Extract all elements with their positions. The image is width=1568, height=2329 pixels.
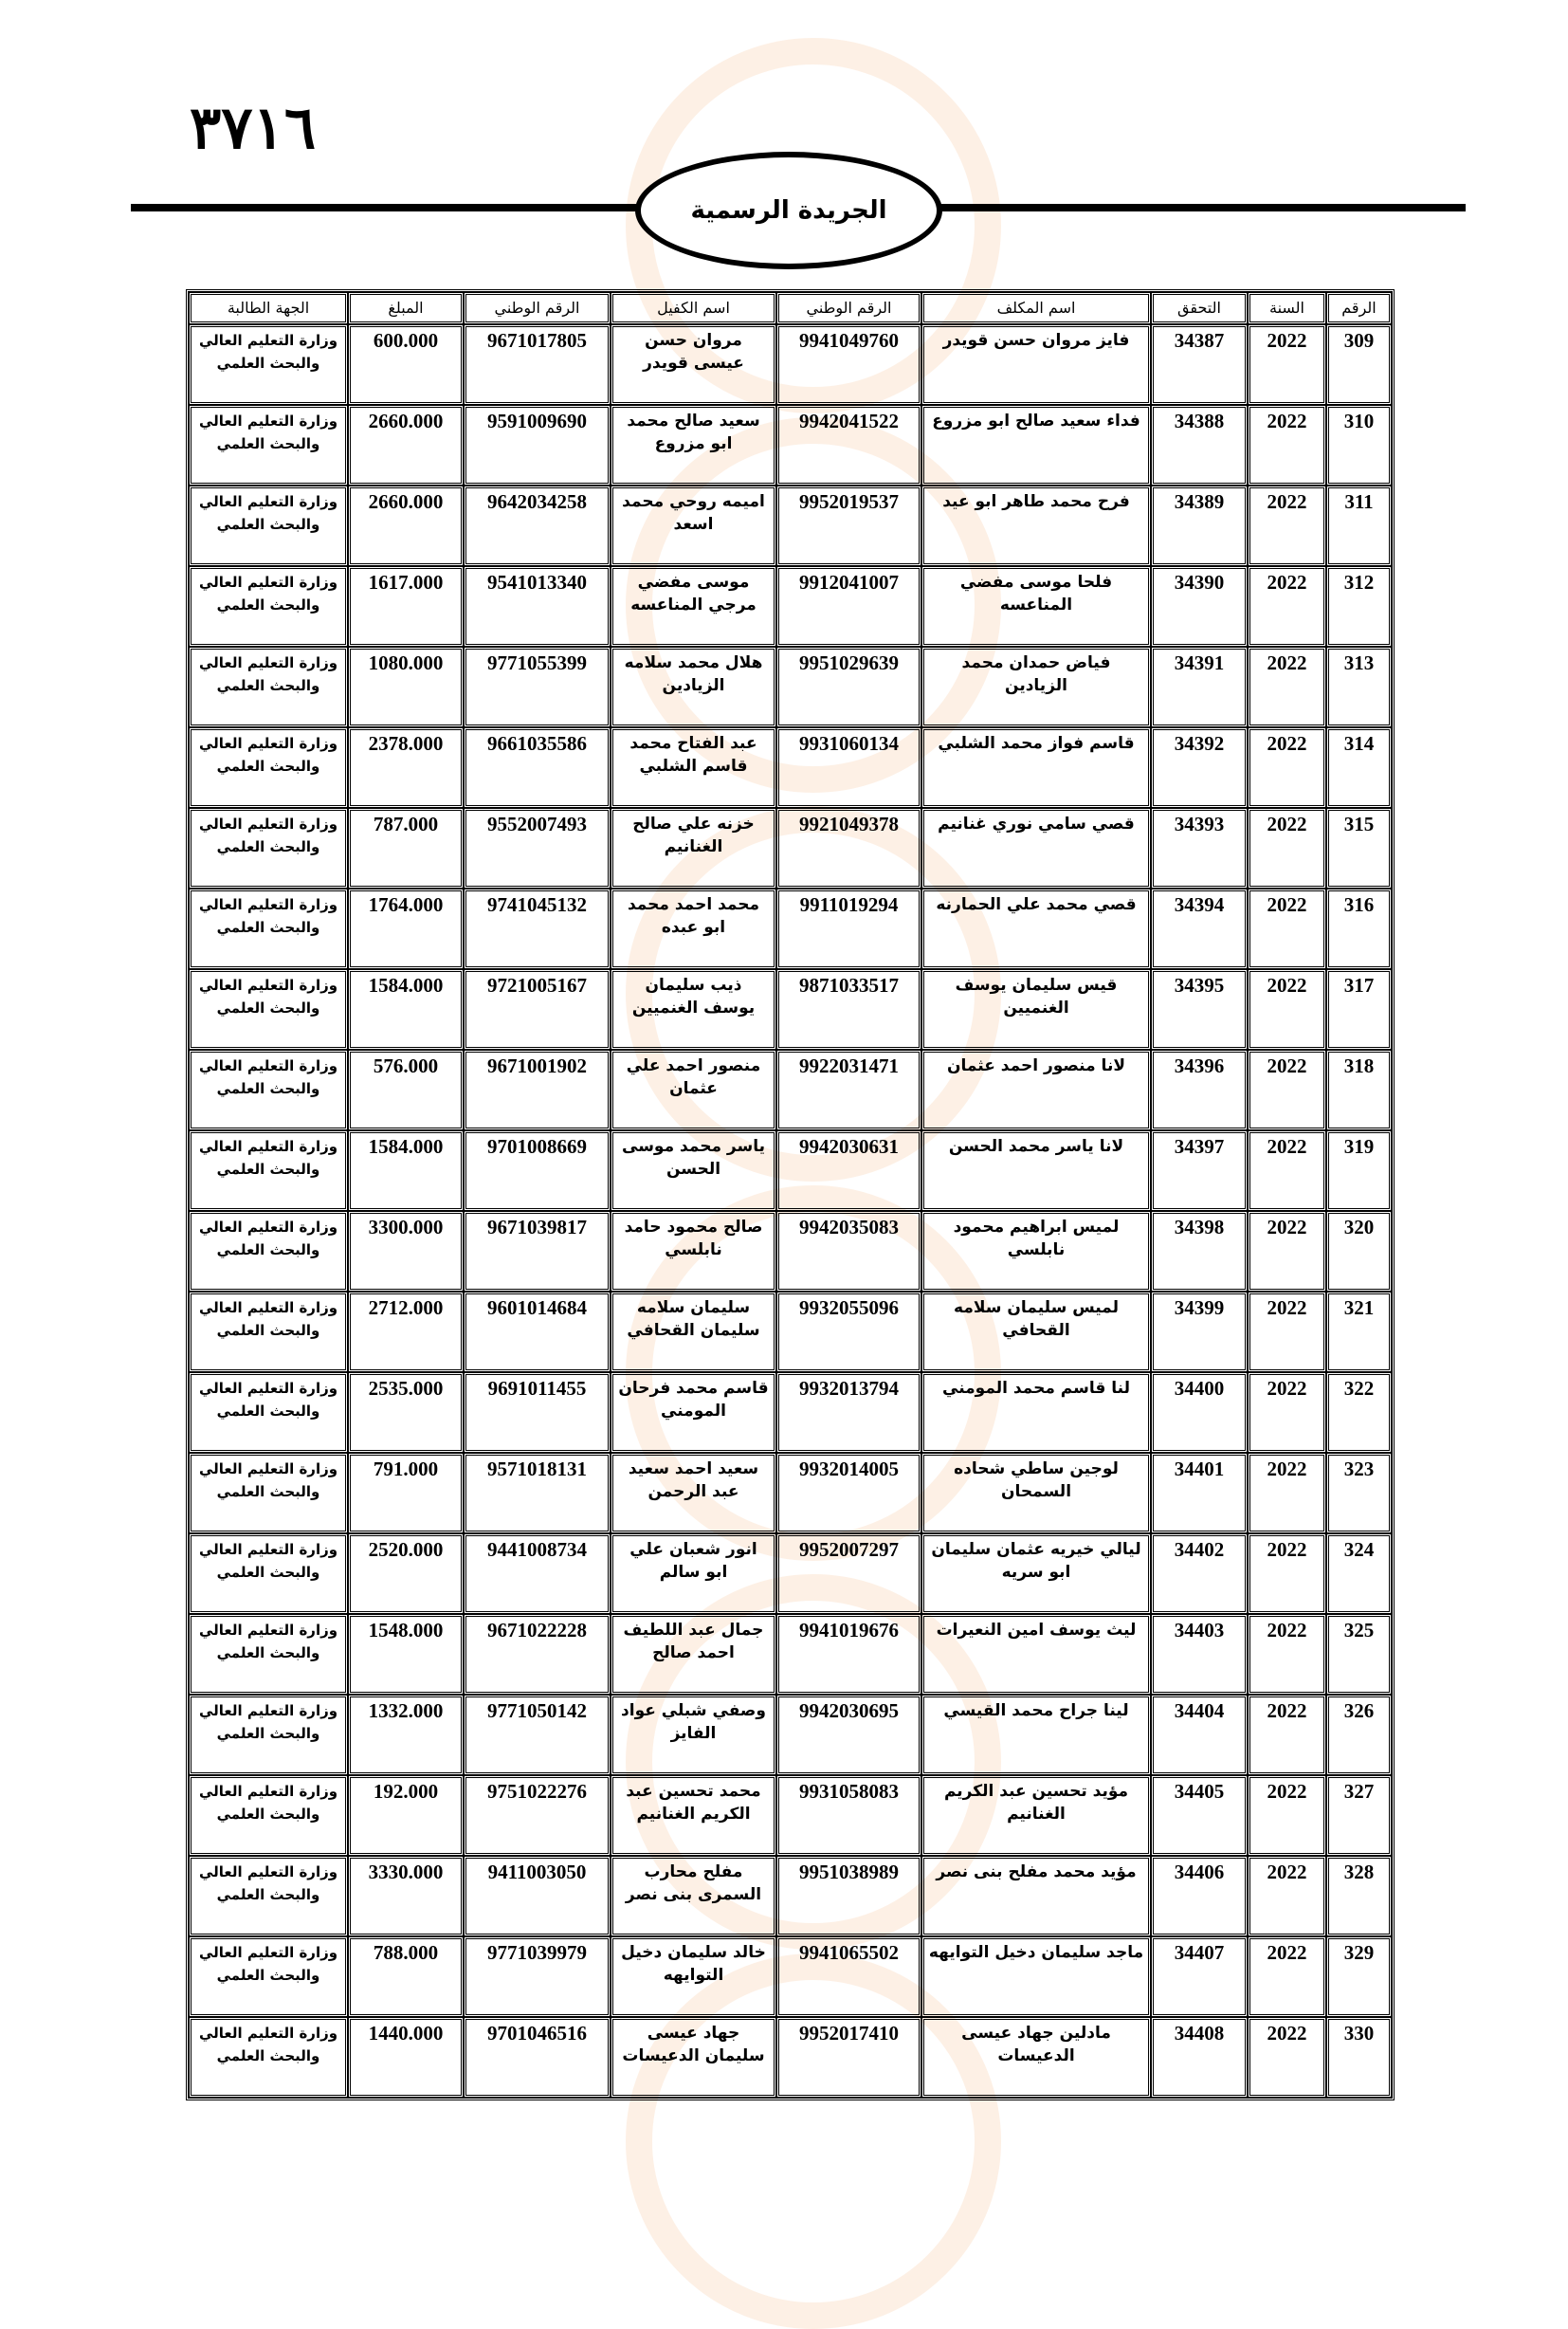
col-requesting-party-cell: وزارة التعليم العالي والبحث العلمي bbox=[189, 486, 348, 566]
col-guarantor-name-cell: عبد الفتاح محمد قاسم الشلبي bbox=[611, 727, 776, 808]
col-year-header: السنة bbox=[1248, 292, 1326, 324]
col-year-cell: 2022 bbox=[1248, 486, 1326, 566]
col-year-cell: 2022 bbox=[1248, 405, 1326, 486]
col-number-cell: 315 bbox=[1326, 808, 1392, 889]
col-verification-cell: 34391 bbox=[1151, 647, 1248, 727]
col-number-cell: 320 bbox=[1326, 1211, 1392, 1292]
col-amount-cell: 1764.000 bbox=[348, 889, 464, 969]
table-row bbox=[189, 1130, 1392, 1211]
col-number-cell: 312 bbox=[1326, 566, 1392, 647]
col-verification-cell: 34388 bbox=[1151, 405, 1248, 486]
table-row bbox=[189, 808, 1392, 889]
col-verification-cell: 34400 bbox=[1151, 1372, 1248, 1453]
table-row bbox=[189, 324, 1392, 405]
col-number-cell: 313 bbox=[1326, 647, 1392, 727]
col-verification-cell: 34395 bbox=[1151, 969, 1248, 1050]
col-number-cell: 328 bbox=[1326, 1856, 1392, 1936]
col-amount-cell: 1440.000 bbox=[348, 2017, 464, 2098]
col-verification-cell: 34390 bbox=[1151, 566, 1248, 647]
col-debtor-national-id-cell: 9942035083 bbox=[776, 1211, 921, 1292]
col-verification-cell: 34405 bbox=[1151, 1775, 1248, 1856]
col-debtor-name-cell: ماجد سليمان دخيل التوايهه bbox=[921, 1936, 1151, 2017]
table-row bbox=[189, 1292, 1392, 1372]
col-year-cell: 2022 bbox=[1248, 727, 1326, 808]
header-oval bbox=[635, 152, 942, 269]
col-debtor-national-id-cell: 9941065502 bbox=[776, 1936, 921, 2017]
table-row bbox=[189, 889, 1392, 969]
col-number-cell: 314 bbox=[1326, 727, 1392, 808]
col-verification-cell: 34398 bbox=[1151, 1211, 1248, 1292]
col-requesting-party-cell: وزارة التعليم العالي والبحث العلمي bbox=[189, 647, 348, 727]
col-verification-cell: 34392 bbox=[1151, 727, 1248, 808]
col-debtor-national-id-cell: 9932055096 bbox=[776, 1292, 921, 1372]
col-verification-cell: 34403 bbox=[1151, 1614, 1248, 1695]
col-requesting-party-cell: وزارة التعليم العالي والبحث العلمي bbox=[189, 969, 348, 1050]
col-debtor-national-id-cell: 9941019676 bbox=[776, 1614, 921, 1695]
col-requesting-party-cell: وزارة التعليم العالي والبحث العلمي bbox=[189, 1533, 348, 1614]
table-row bbox=[189, 486, 1392, 566]
col-number-cell: 321 bbox=[1326, 1292, 1392, 1372]
col-verification-cell: 34393 bbox=[1151, 808, 1248, 889]
col-requesting-party-cell: وزارة التعليم العالي والبحث العلمي bbox=[189, 1614, 348, 1695]
col-year-cell: 2022 bbox=[1248, 1775, 1326, 1856]
col-year-cell: 2022 bbox=[1248, 1695, 1326, 1775]
col-debtor-national-id-cell: 9952017410 bbox=[776, 2017, 921, 2098]
col-debtor-national-id-cell: 9911019294 bbox=[776, 889, 921, 969]
col-number-cell: 330 bbox=[1326, 2017, 1392, 2098]
col-number-cell: 324 bbox=[1326, 1533, 1392, 1614]
col-year-cell: 2022 bbox=[1248, 1533, 1326, 1614]
col-debtor-national-id-cell: 9932014005 bbox=[776, 1453, 921, 1533]
col-amount-cell: 1332.000 bbox=[348, 1695, 464, 1775]
col-amount-header: المبلغ bbox=[348, 292, 464, 324]
table-row bbox=[189, 1453, 1392, 1533]
col-verification-cell: 34397 bbox=[1151, 1130, 1248, 1211]
col-guarantor-name-cell: ذيب سليمان يوسف الغنميين bbox=[611, 969, 776, 1050]
col-year-cell: 2022 bbox=[1248, 1372, 1326, 1453]
col-number-cell: 316 bbox=[1326, 889, 1392, 969]
col-guarantor-name-cell: مروان حسن عيسى قويدر bbox=[611, 324, 776, 405]
col-number-cell: 329 bbox=[1326, 1936, 1392, 2017]
col-requesting-party-cell: وزارة التعليم العالي والبحث العلمي bbox=[189, 1211, 348, 1292]
col-guarantor-name-cell: ياسر محمد موسى الحسن bbox=[611, 1130, 776, 1211]
page-number: ٣٧١٦ bbox=[190, 93, 317, 162]
col-guarantor-name-cell: خالد سليمان دخيل التوايهه bbox=[611, 1936, 776, 2017]
col-guarantor-name-cell: انور شعبان علي ابو سالم bbox=[611, 1533, 776, 1614]
table-row bbox=[189, 647, 1392, 727]
col-amount-cell: 2378.000 bbox=[348, 727, 464, 808]
col-amount-cell: 2660.000 bbox=[348, 486, 464, 566]
col-debtor-name-cell: مؤيد تحسين عبد الكريم الغنانيم bbox=[921, 1775, 1151, 1856]
col-guarantor-national-id-cell: 9721005167 bbox=[464, 969, 611, 1050]
col-guarantor-national-id-cell: 9671039817 bbox=[464, 1211, 611, 1292]
col-guarantor-national-id-cell: 9671017805 bbox=[464, 324, 611, 405]
col-guarantor-national-id-cell: 9552007493 bbox=[464, 808, 611, 889]
col-debtor-national-id-cell: 9941049760 bbox=[776, 324, 921, 405]
col-guarantor-name-cell: موسى مفضي مرجي المناعسه bbox=[611, 566, 776, 647]
col-year-cell: 2022 bbox=[1248, 1050, 1326, 1130]
col-guarantor-national-id-cell: 9771050142 bbox=[464, 1695, 611, 1775]
col-guarantor-national-id-cell: 9771055399 bbox=[464, 647, 611, 727]
col-debtor-national-id-header: الرقم الوطني bbox=[776, 292, 921, 324]
col-amount-cell: 3300.000 bbox=[348, 1211, 464, 1292]
col-guarantor-name-header: اسم الكفيل bbox=[611, 292, 776, 324]
col-verification-cell: 34396 bbox=[1151, 1050, 1248, 1130]
col-guarantor-national-id-header: الرقم الوطني bbox=[464, 292, 611, 324]
col-guarantor-national-id-cell: 9671001902 bbox=[464, 1050, 611, 1130]
col-verification-cell: 34406 bbox=[1151, 1856, 1248, 1936]
col-amount-cell: 1584.000 bbox=[348, 1130, 464, 1211]
col-requesting-party-cell: وزارة التعليم العالي والبحث العلمي bbox=[189, 324, 348, 405]
col-year-cell: 2022 bbox=[1248, 1292, 1326, 1372]
col-debtor-name-cell: قاسم فواز محمد الشلبي bbox=[921, 727, 1151, 808]
col-debtor-national-id-cell: 9931058083 bbox=[776, 1775, 921, 1856]
col-year-cell: 2022 bbox=[1248, 889, 1326, 969]
col-guarantor-national-id-cell: 9741045132 bbox=[464, 889, 611, 969]
col-debtor-name-cell: لانا ياسر محمد الحسن bbox=[921, 1130, 1151, 1211]
col-year-cell: 2022 bbox=[1248, 647, 1326, 727]
col-debtor-national-id-cell: 9921049378 bbox=[776, 808, 921, 889]
col-debtor-name-cell: فايز مروان حسن قويدر bbox=[921, 324, 1151, 405]
col-debtor-name-cell: مؤيد محمد مفلح بنى نصر bbox=[921, 1856, 1151, 1936]
col-debtor-name-cell: فداء سعيد صالح ابو مزروع bbox=[921, 405, 1151, 486]
col-verification-cell: 34389 bbox=[1151, 486, 1248, 566]
table-row bbox=[189, 405, 1392, 486]
table-row bbox=[189, 1533, 1392, 1614]
col-debtor-national-id-cell: 9932013794 bbox=[776, 1372, 921, 1453]
col-number-cell: 323 bbox=[1326, 1453, 1392, 1533]
col-year-cell: 2022 bbox=[1248, 969, 1326, 1050]
col-guarantor-name-cell: وصفي شبلي عواد الفايز bbox=[611, 1695, 776, 1775]
table-row bbox=[189, 2017, 1392, 2098]
col-year-cell: 2022 bbox=[1248, 566, 1326, 647]
col-debtor-national-id-cell: 9931060134 bbox=[776, 727, 921, 808]
col-requesting-party-cell: وزارة التعليم العالي والبحث العلمي bbox=[189, 1050, 348, 1130]
col-debtor-name-cell: قصي محمد علي الحمارنه bbox=[921, 889, 1151, 969]
col-debtor-name-cell: لينا جراح محمد القيسي bbox=[921, 1695, 1151, 1775]
col-verification-cell: 34408 bbox=[1151, 2017, 1248, 2098]
col-number-cell: 318 bbox=[1326, 1050, 1392, 1130]
table-row bbox=[189, 727, 1392, 808]
col-debtor-name-cell: لميس ابراهيم محمود نابلسي bbox=[921, 1211, 1151, 1292]
col-year-cell: 2022 bbox=[1248, 1211, 1326, 1292]
col-amount-cell: 2660.000 bbox=[348, 405, 464, 486]
header-title: الجريدة الرسمية bbox=[690, 196, 887, 225]
col-number-cell: 311 bbox=[1326, 486, 1392, 566]
table-row bbox=[189, 1211, 1392, 1292]
col-verification-cell: 34387 bbox=[1151, 324, 1248, 405]
debtors-table bbox=[186, 289, 1395, 2100]
col-debtor-name-cell: لانا منصور احمد عثمان bbox=[921, 1050, 1151, 1130]
col-guarantor-name-cell: محمد تحسين عبد الكريم الغنانيم bbox=[611, 1775, 776, 1856]
col-requesting-party-cell: وزارة التعليم العالي والبحث العلمي bbox=[189, 727, 348, 808]
col-requesting-party-cell: وزارة التعليم العالي والبحث العلمي bbox=[189, 2017, 348, 2098]
col-requesting-party-cell: وزارة التعليم العالي والبحث العلمي bbox=[189, 1856, 348, 1936]
table-row bbox=[189, 969, 1392, 1050]
col-amount-cell: 791.000 bbox=[348, 1453, 464, 1533]
col-guarantor-national-id-cell: 9591009690 bbox=[464, 405, 611, 486]
col-debtor-name-cell: فرح محمد طاهر ابو عيد bbox=[921, 486, 1151, 566]
col-guarantor-national-id-cell: 9701046516 bbox=[464, 2017, 611, 2098]
col-requesting-party-cell: وزارة التعليم العالي والبحث العلمي bbox=[189, 1775, 348, 1856]
table-row bbox=[189, 1856, 1392, 1936]
col-debtor-name-cell: قيس سليمان يوسف الغنميين bbox=[921, 969, 1151, 1050]
col-verification-header: التحقق bbox=[1151, 292, 1248, 324]
table-row bbox=[189, 1936, 1392, 2017]
col-guarantor-national-id-cell: 9411003050 bbox=[464, 1856, 611, 1936]
col-number-cell: 325 bbox=[1326, 1614, 1392, 1695]
col-requesting-party-cell: وزارة التعليم العالي والبحث العلمي bbox=[189, 405, 348, 486]
col-number-cell: 310 bbox=[1326, 405, 1392, 486]
col-requesting-party-cell: وزارة التعليم العالي والبحث العلمي bbox=[189, 1936, 348, 2017]
col-amount-cell: 1548.000 bbox=[348, 1614, 464, 1695]
col-debtor-national-id-cell: 9951029639 bbox=[776, 647, 921, 727]
col-number-cell: 319 bbox=[1326, 1130, 1392, 1211]
col-amount-cell: 1617.000 bbox=[348, 566, 464, 647]
col-year-cell: 2022 bbox=[1248, 1856, 1326, 1936]
col-year-cell: 2022 bbox=[1248, 324, 1326, 405]
col-requesting-party-cell: وزارة التعليم العالي والبحث العلمي bbox=[189, 1292, 348, 1372]
col-guarantor-national-id-cell: 9691011455 bbox=[464, 1372, 611, 1453]
col-requesting-party-cell: وزارة التعليم العالي والبحث العلمي bbox=[189, 1130, 348, 1211]
col-number-cell: 327 bbox=[1326, 1775, 1392, 1856]
col-number-header: الرقم bbox=[1326, 292, 1392, 324]
table-row bbox=[189, 1050, 1392, 1130]
col-debtor-name-cell: قصي سامي نوري غنانيم bbox=[921, 808, 1151, 889]
col-guarantor-name-cell: اميمه روحي محمد اسعد bbox=[611, 486, 776, 566]
col-requesting-party-cell: وزارة التعليم العالي والبحث العلمي bbox=[189, 808, 348, 889]
col-guarantor-national-id-cell: 9771039979 bbox=[464, 1936, 611, 2017]
col-verification-cell: 34401 bbox=[1151, 1453, 1248, 1533]
col-amount-cell: 1080.000 bbox=[348, 647, 464, 727]
col-verification-cell: 34404 bbox=[1151, 1695, 1248, 1775]
col-amount-cell: 788.000 bbox=[348, 1936, 464, 2017]
col-verification-cell: 34394 bbox=[1151, 889, 1248, 969]
col-year-cell: 2022 bbox=[1248, 1936, 1326, 2017]
col-guarantor-name-cell: منصور احمد علي عثمان bbox=[611, 1050, 776, 1130]
col-year-cell: 2022 bbox=[1248, 1614, 1326, 1695]
col-amount-cell: 192.000 bbox=[348, 1775, 464, 1856]
col-debtor-name-cell: ليث يوسف امين النعيرات bbox=[921, 1614, 1151, 1695]
col-debtor-national-id-cell: 9912041007 bbox=[776, 566, 921, 647]
col-amount-cell: 2520.000 bbox=[348, 1533, 464, 1614]
col-debtor-national-id-cell: 9942041522 bbox=[776, 405, 921, 486]
col-debtor-national-id-cell: 9942030631 bbox=[776, 1130, 921, 1211]
col-number-cell: 326 bbox=[1326, 1695, 1392, 1775]
col-guarantor-name-cell: جمال عبد اللطيف احمد صالح bbox=[611, 1614, 776, 1695]
col-year-cell: 2022 bbox=[1248, 808, 1326, 889]
table-header-row bbox=[189, 292, 1392, 324]
col-verification-cell: 34407 bbox=[1151, 1936, 1248, 2017]
col-guarantor-national-id-cell: 9571018131 bbox=[464, 1453, 611, 1533]
table-row bbox=[189, 1695, 1392, 1775]
col-guarantor-name-cell: هلال محمد سلامه الزيادين bbox=[611, 647, 776, 727]
col-debtor-name-cell: فلحا موسى مفضي المناعسه bbox=[921, 566, 1151, 647]
col-debtor-name-cell: مادلين جهاد عيسى الدعيسات bbox=[921, 2017, 1151, 2098]
col-guarantor-national-id-cell: 9642034258 bbox=[464, 486, 611, 566]
col-amount-cell: 787.000 bbox=[348, 808, 464, 889]
col-amount-cell: 2712.000 bbox=[348, 1292, 464, 1372]
col-debtor-name-cell: لنا قاسم محمد المومني bbox=[921, 1372, 1151, 1453]
col-debtor-national-id-cell: 9952019537 bbox=[776, 486, 921, 566]
col-number-cell: 309 bbox=[1326, 324, 1392, 405]
col-guarantor-name-cell: قاسم محمد فرحان المومني bbox=[611, 1372, 776, 1453]
col-guarantor-national-id-cell: 9701008669 bbox=[464, 1130, 611, 1211]
col-requesting-party-cell: وزارة التعليم العالي والبحث العلمي bbox=[189, 1372, 348, 1453]
col-debtor-name-cell: ليالي خيريه عثمان سليمان ابو سريه bbox=[921, 1533, 1151, 1614]
col-debtor-name-cell: فياض حمدان محمد الزيادين bbox=[921, 647, 1151, 727]
col-guarantor-national-id-cell: 9661035586 bbox=[464, 727, 611, 808]
col-amount-cell: 1584.000 bbox=[348, 969, 464, 1050]
col-amount-cell: 576.000 bbox=[348, 1050, 464, 1130]
col-guarantor-national-id-cell: 9671022228 bbox=[464, 1614, 611, 1695]
col-requesting-party-cell: وزارة التعليم العالي والبحث العلمي bbox=[189, 889, 348, 969]
col-guarantor-name-cell: جهاد عيسى سليمان الدعيسات bbox=[611, 2017, 776, 2098]
col-year-cell: 2022 bbox=[1248, 1130, 1326, 1211]
col-requesting-party-header: الجهة الطالبة bbox=[189, 292, 348, 324]
col-guarantor-name-cell: محمد احمد محمد ابو عبده bbox=[611, 889, 776, 969]
col-number-cell: 322 bbox=[1326, 1372, 1392, 1453]
col-verification-cell: 34402 bbox=[1151, 1533, 1248, 1614]
table-row bbox=[189, 1372, 1392, 1453]
col-guarantor-national-id-cell: 9751022276 bbox=[464, 1775, 611, 1856]
col-year-cell: 2022 bbox=[1248, 1453, 1326, 1533]
col-guarantor-national-id-cell: 9601014684 bbox=[464, 1292, 611, 1372]
col-debtor-name-cell: لوجين ساطي شحاده السمحان bbox=[921, 1453, 1151, 1533]
col-guarantor-name-cell: صالح محمود حامد نابلسي bbox=[611, 1211, 776, 1292]
col-guarantor-name-cell: مفلح محارب السمرى بنى نصر bbox=[611, 1856, 776, 1936]
table-row bbox=[189, 1775, 1392, 1856]
col-guarantor-name-cell: سعيد صالح محمد ابو مزروع bbox=[611, 405, 776, 486]
table-row bbox=[189, 566, 1392, 647]
col-requesting-party-cell: وزارة التعليم العالي والبحث العلمي bbox=[189, 566, 348, 647]
col-debtor-national-id-cell: 9952007297 bbox=[776, 1533, 921, 1614]
table-row bbox=[189, 1614, 1392, 1695]
col-amount-cell: 600.000 bbox=[348, 324, 464, 405]
col-verification-cell: 34399 bbox=[1151, 1292, 1248, 1372]
col-debtor-name-header: اسم المكلف bbox=[921, 292, 1151, 324]
col-guarantor-national-id-cell: 9441008734 bbox=[464, 1533, 611, 1614]
col-amount-cell: 3330.000 bbox=[348, 1856, 464, 1936]
col-guarantor-name-cell: خزنه علي صالح الغنانيم bbox=[611, 808, 776, 889]
col-debtor-national-id-cell: 9942030695 bbox=[776, 1695, 921, 1775]
col-number-cell: 317 bbox=[1326, 969, 1392, 1050]
col-guarantor-name-cell: سعيد احمد سعيد عبد الرحمن bbox=[611, 1453, 776, 1533]
col-requesting-party-cell: وزارة التعليم العالي والبحث العلمي bbox=[189, 1695, 348, 1775]
col-amount-cell: 2535.000 bbox=[348, 1372, 464, 1453]
col-requesting-party-cell: وزارة التعليم العالي والبحث العلمي bbox=[189, 1453, 348, 1533]
col-debtor-national-id-cell: 9871033517 bbox=[776, 969, 921, 1050]
col-debtor-national-id-cell: 9922031471 bbox=[776, 1050, 921, 1130]
col-guarantor-national-id-cell: 9541013340 bbox=[464, 566, 611, 647]
col-debtor-name-cell: لميس سليمان سلامه القحافي bbox=[921, 1292, 1151, 1372]
col-guarantor-name-cell: سليمان سلامه سليمان القحافي bbox=[611, 1292, 776, 1372]
col-year-cell: 2022 bbox=[1248, 2017, 1326, 2098]
col-debtor-national-id-cell: 9951038989 bbox=[776, 1856, 921, 1936]
